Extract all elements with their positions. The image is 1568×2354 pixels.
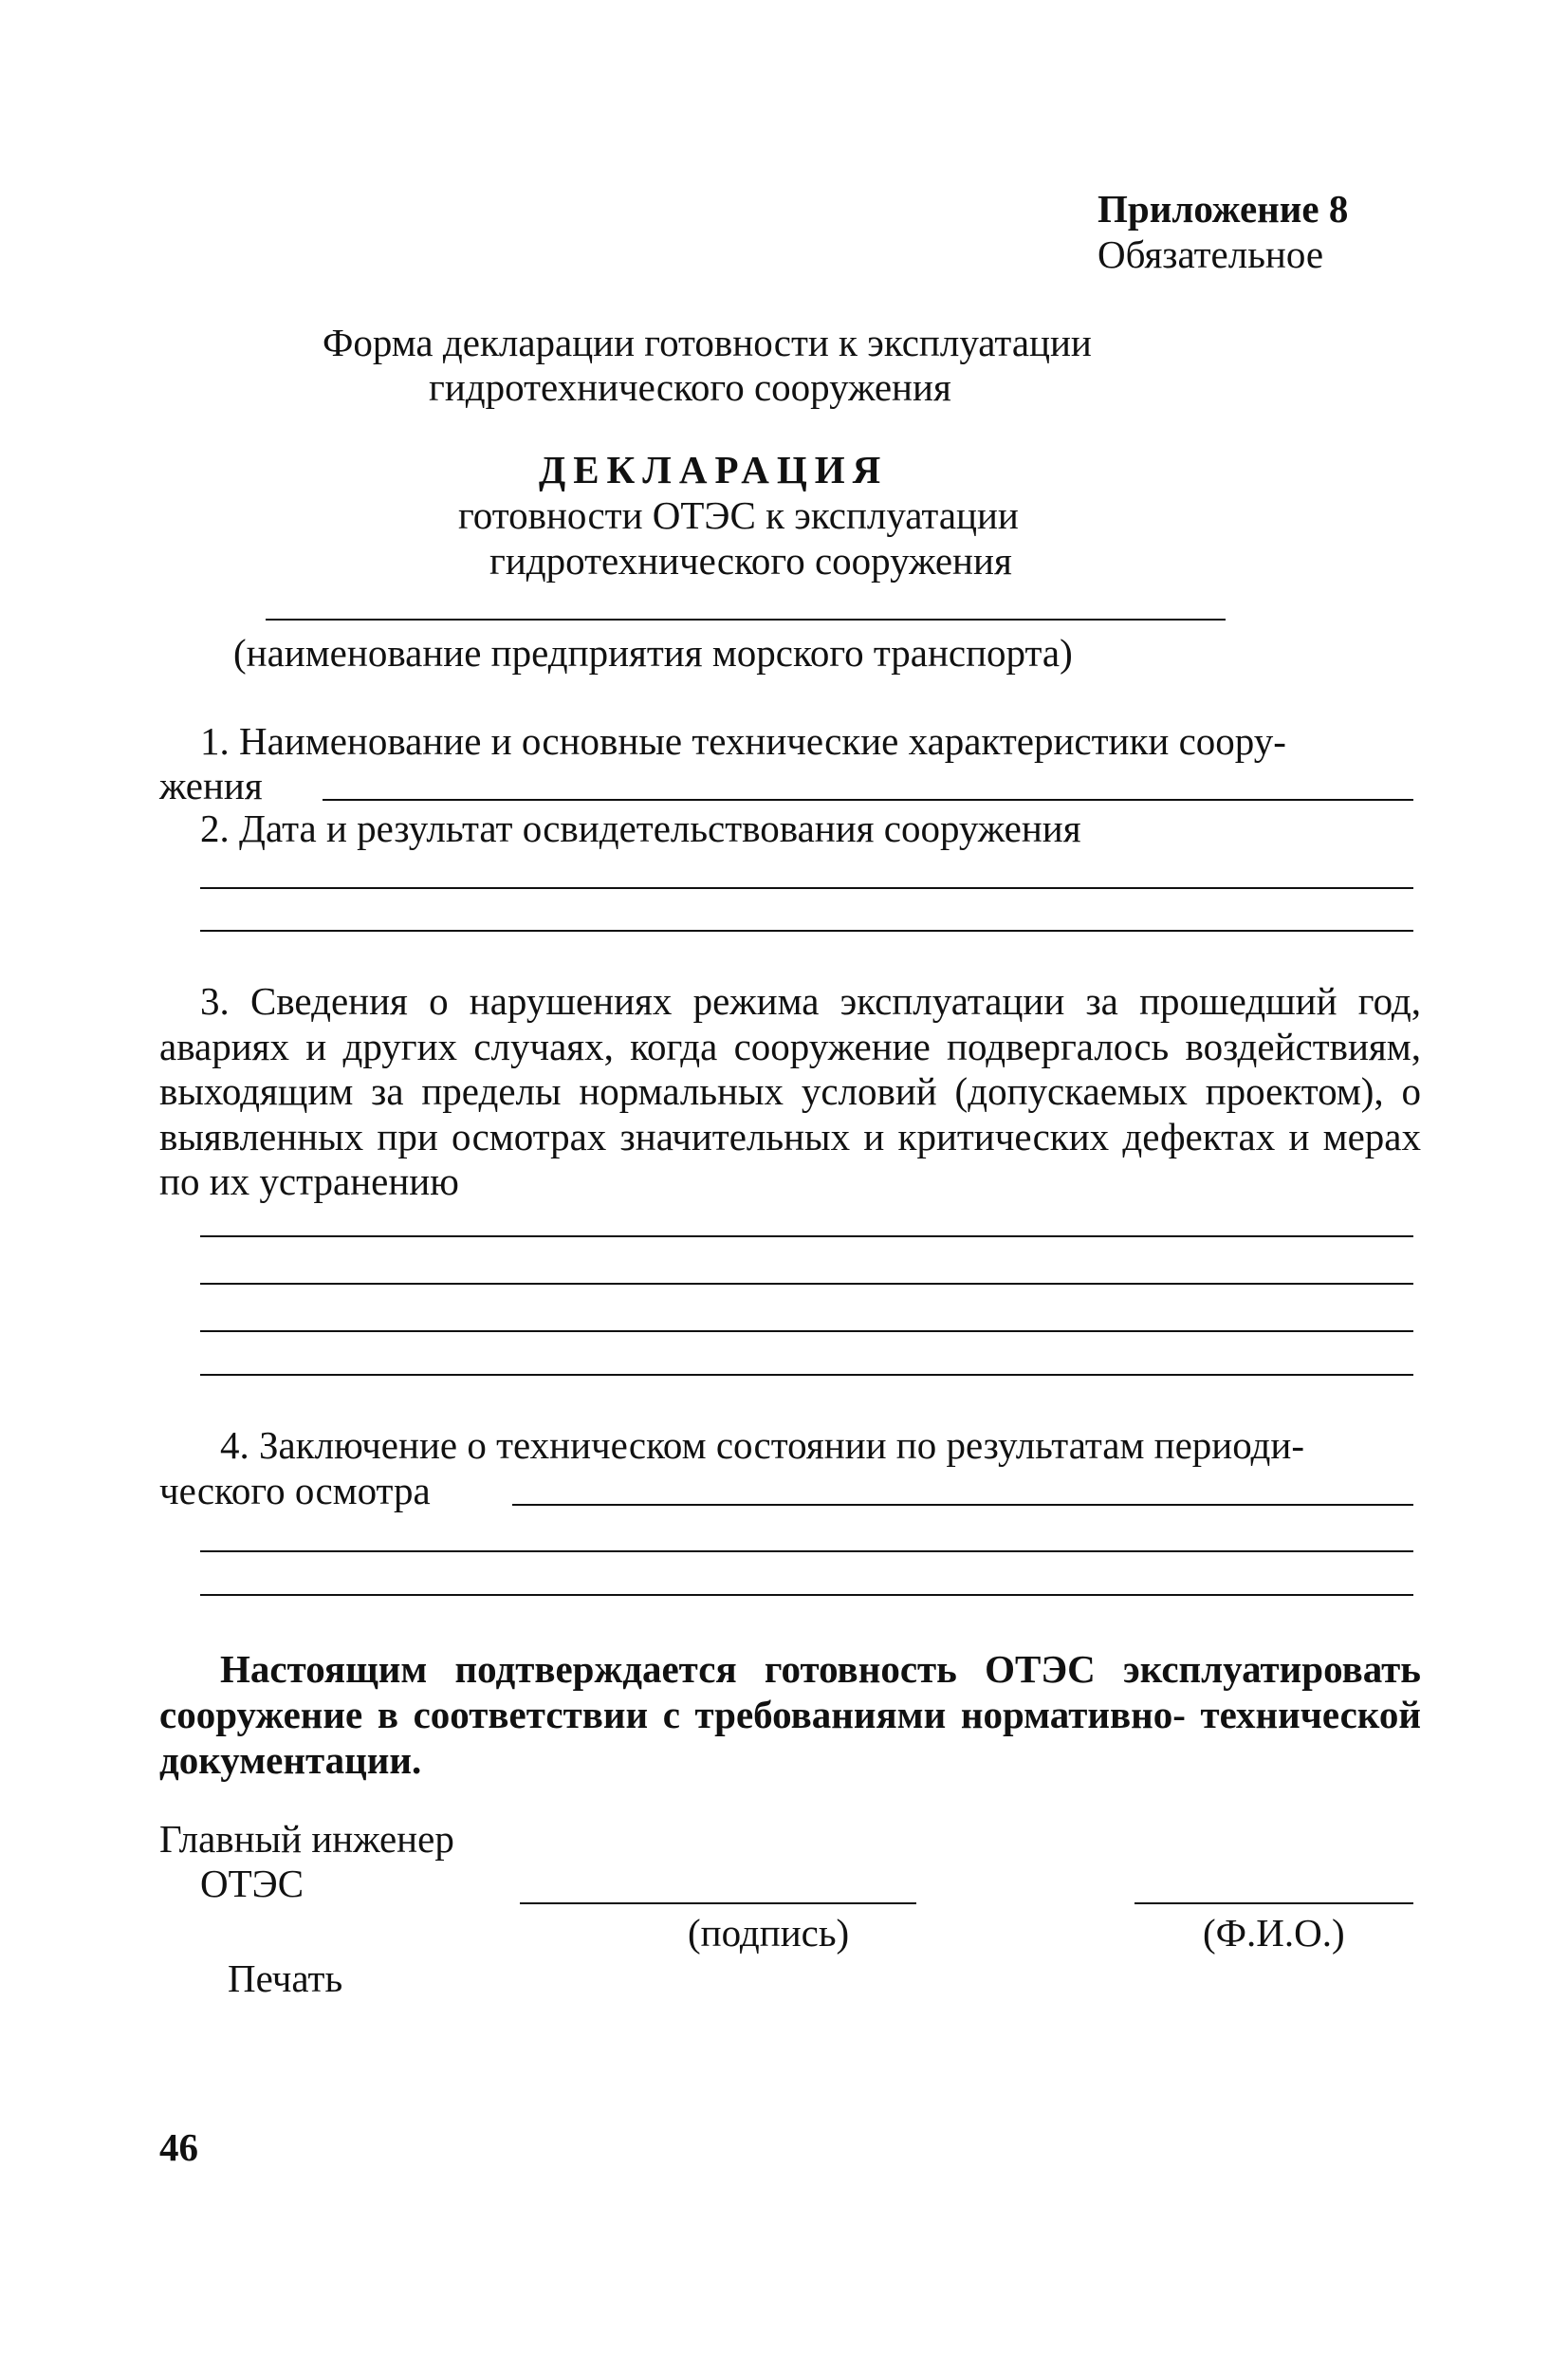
item3-text: 3. Сведения о нарушениях режима эксплуатации за прошедший год, авариях и других случаях, когда сооружение подвергалось воздействиям, выходящим за пределы нормальных условий (допускаемых проектом), о выявленных при осмотрах значительных и критических дефектах и мерах по их устранению: [159, 979, 1421, 1203]
item1-answer-line: [323, 799, 1413, 801]
item4-answer-line-3: [200, 1594, 1413, 1596]
item4-text-line1: 4. Заключение о техническом состоянии по результатам периоди-: [220, 1423, 1305, 1467]
item3-answer-line-4: [200, 1374, 1413, 1376]
item4-text-line2: ческого осмотра: [159, 1469, 431, 1512]
declaration-line1: готовности ОТЭС к эксплуатации: [458, 493, 1019, 537]
appendix-title: Приложение 8: [1098, 187, 1349, 231]
item4-answer-line-1: [512, 1504, 1413, 1506]
form-title-line2: гидротехнического сооружения: [429, 365, 951, 409]
position-org: ОТЭС: [200, 1862, 304, 1905]
item2-answer-line-1: [200, 887, 1413, 889]
stamp-label: Печать: [228, 1956, 343, 2000]
declaration-line2: гидротехнического сооружения: [489, 539, 1012, 583]
item1-text-line1: 1. Наименование и основные технические характеристики соору-: [200, 719, 1286, 763]
item2-answer-line-2: [200, 930, 1413, 932]
item3-answer-line-2: [200, 1283, 1413, 1285]
item4-answer-line-2: [200, 1550, 1413, 1552]
appendix-status: Обязательное: [1098, 232, 1324, 276]
form-title-line1: Форма декларации готовности к эксплуатации: [323, 321, 1092, 364]
item1-text-line2: жения: [159, 764, 263, 807]
confirmation-statement: Настоящим подтверждается готовность ОТЭС эксплуатировать сооружение в соответствии с требованиями нормативно- технической документации.: [159, 1647, 1421, 1782]
item3-answer-line-1: [200, 1235, 1413, 1237]
item3-answer-line-3: [200, 1330, 1413, 1332]
position-title: Главный инженер: [159, 1817, 454, 1861]
company-name-line: [266, 619, 1226, 621]
name-line: [1134, 1902, 1413, 1904]
declaration-heading: ДЕКЛАРАЦИЯ: [539, 448, 889, 491]
name-caption: (Ф.И.О.): [1203, 1911, 1345, 1955]
item2-text: 2. Дата и результат освидетельствования сооружения: [200, 806, 1081, 850]
company-caption: (наименование предприятия морского транспорта): [233, 631, 1073, 675]
signature-caption: (подпись): [688, 1911, 850, 1955]
signature-line: [520, 1902, 916, 1904]
page-number: 46: [159, 2125, 198, 2169]
